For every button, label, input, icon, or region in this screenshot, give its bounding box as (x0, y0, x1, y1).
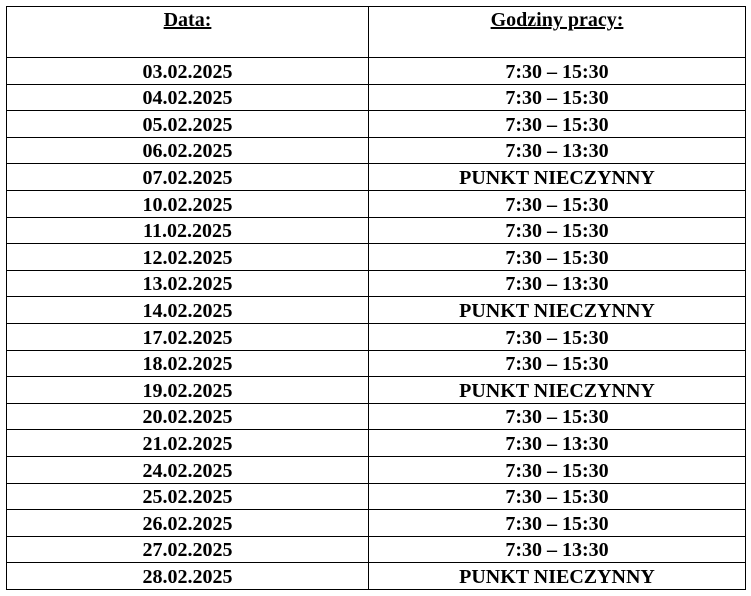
table-row (7, 84, 746, 111)
table-row (7, 137, 746, 164)
table-row (7, 270, 746, 297)
table-row (7, 58, 746, 85)
table-row (7, 111, 746, 138)
table-row (7, 483, 746, 510)
hours-column-header: Godziny pracy: (369, 7, 746, 58)
date-cell: 21.02.2025 (7, 430, 369, 457)
table-row (7, 244, 746, 271)
date-cell: 27.02.2025 (7, 536, 369, 563)
header-row (7, 7, 746, 58)
table-row (7, 456, 746, 483)
hours-cell: 7:30 – 15:30 (369, 111, 746, 138)
date-cell: 14.02.2025 (7, 297, 369, 324)
date-cell: 20.02.2025 (7, 403, 369, 430)
date-cell: 10.02.2025 (7, 190, 369, 217)
hours-cell: 7:30 – 15:30 (369, 350, 746, 377)
date-cell: 07.02.2025 (7, 164, 369, 191)
hours-cell: PUNKT NIECZYNNY (369, 377, 746, 404)
schedule-sheet (6, 6, 745, 590)
schedule-body (7, 58, 746, 590)
date-cell: 13.02.2025 (7, 270, 369, 297)
date-cell: 04.02.2025 (7, 84, 369, 111)
date-cell: 19.02.2025 (7, 377, 369, 404)
hours-cell: 7:30 – 13:30 (369, 270, 746, 297)
hours-cell: 7:30 – 15:30 (369, 244, 746, 271)
table-row (7, 563, 746, 590)
table-row (7, 323, 746, 350)
hours-cell: 7:30 – 13:30 (369, 430, 746, 457)
hours-cell: 7:30 – 15:30 (369, 510, 746, 537)
table-row (7, 536, 746, 563)
table-row (7, 190, 746, 217)
date-cell: 17.02.2025 (7, 323, 369, 350)
date-cell: 26.02.2025 (7, 510, 369, 537)
table-row (7, 297, 746, 324)
hours-cell: 7:30 – 13:30 (369, 536, 746, 563)
hours-cell: 7:30 – 15:30 (369, 58, 746, 85)
date-cell: 18.02.2025 (7, 350, 369, 377)
date-column-header: Data: (7, 7, 369, 58)
hours-cell: PUNKT NIECZYNNY (369, 297, 746, 324)
date-cell: 24.02.2025 (7, 456, 369, 483)
hours-cell: 7:30 – 15:30 (369, 483, 746, 510)
date-cell: 28.02.2025 (7, 563, 369, 590)
table-row (7, 510, 746, 537)
schedule-table (6, 6, 746, 590)
hours-cell: 7:30 – 15:30 (369, 456, 746, 483)
hours-cell: 7:30 – 15:30 (369, 403, 746, 430)
hours-cell: 7:30 – 15:30 (369, 84, 746, 111)
date-cell: 03.02.2025 (7, 58, 369, 85)
date-cell: 05.02.2025 (7, 111, 369, 138)
hours-cell: 7:30 – 15:30 (369, 323, 746, 350)
table-row (7, 403, 746, 430)
table-row (7, 430, 746, 457)
hours-cell: 7:30 – 15:30 (369, 217, 746, 244)
table-row (7, 350, 746, 377)
table-row (7, 164, 746, 191)
hours-cell: 7:30 – 15:30 (369, 190, 746, 217)
table-row (7, 217, 746, 244)
date-cell: 25.02.2025 (7, 483, 369, 510)
hours-cell: 7:30 – 13:30 (369, 137, 746, 164)
hours-cell: PUNKT NIECZYNNY (369, 563, 746, 590)
date-cell: 12.02.2025 (7, 244, 369, 271)
table-row (7, 377, 746, 404)
date-cell: 06.02.2025 (7, 137, 369, 164)
hours-cell: PUNKT NIECZYNNY (369, 164, 746, 191)
date-cell: 11.02.2025 (7, 217, 369, 244)
